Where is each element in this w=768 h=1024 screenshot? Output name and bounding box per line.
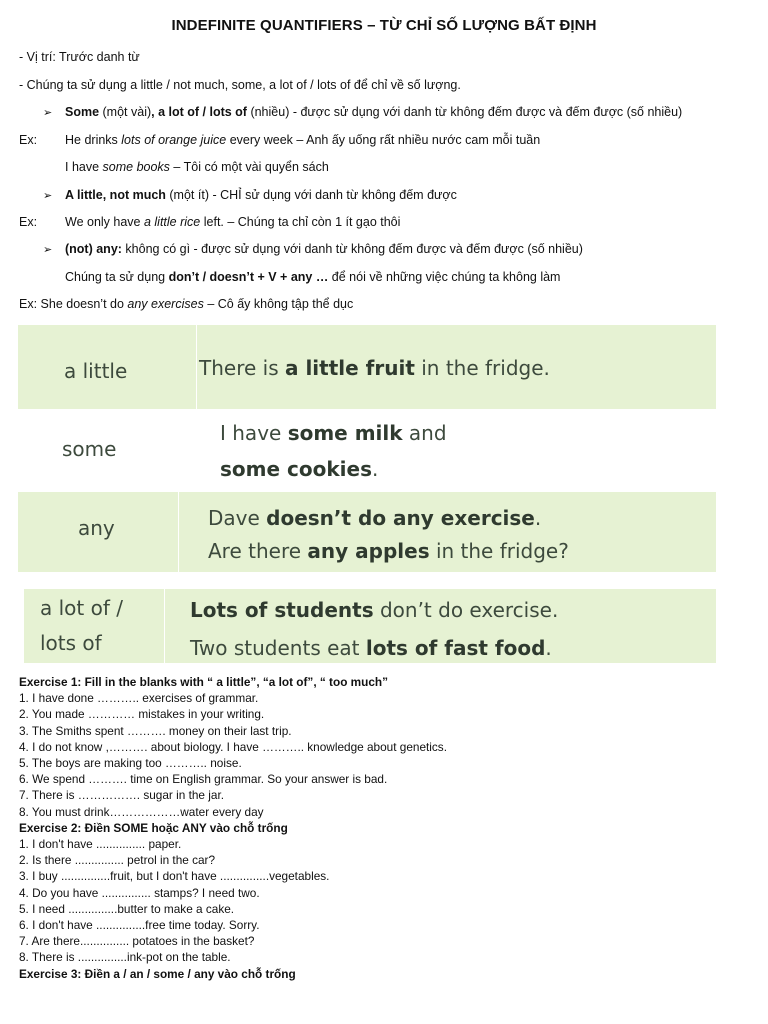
exercise-item: 5. The boys are making too ……….. noise. [19, 756, 242, 771]
quantifier-example: There is a little fruit in the fridge. [199, 356, 550, 380]
intro-position: - Vị trí: Trước danh từ [19, 50, 140, 64]
rule-some-lots: ➢ Some (một vài), a lot of / lots of (nhiều) - được sử dụng với danh từ không đếm được và đếm được (số nhiều) [43, 105, 683, 119]
exercise-item: 7. Are there............... potatoes in the basket? [19, 934, 255, 949]
bullet-arrow-icon: ➢ [43, 107, 53, 119]
page-title: INDEFINITE QUANTIFIERS – TỪ CHỈ SỐ LƯỢNG BẤT ĐỊNH [171, 17, 597, 34]
example-little-rice: We only have a little rice left. – Chúng ta chỉ còn 1 ít gạo thôi [65, 215, 401, 229]
exercise-item: 4. Do you have ............... stamps? I need two. [19, 885, 260, 900]
quantifier-example: I have some milk and [220, 421, 447, 445]
rule-dont-any: Chúng ta sử dụng don’t / doesn’t + V + any … để nói về những việc chúng ta không làm [65, 270, 561, 284]
quantifier-example: Dave doesn’t do any exercise. [208, 506, 542, 530]
exercise-item: 3. The Smiths spent ………. money on their last trip. [19, 723, 292, 738]
quantifier-word: some [62, 437, 117, 461]
exercise-1-heading: Exercise 1: Fill in the blanks with “ a little”, “a lot of”, “ too much” [19, 675, 389, 689]
quantifier-word: lots of [40, 631, 102, 655]
example-label: Ex: [19, 133, 38, 147]
exercise-item: 1. I don't have ............... paper. [19, 837, 182, 852]
quantifier-word: a little [64, 359, 128, 383]
exercise-item: 8. You must drink………………water every day [19, 804, 264, 819]
quantifier-example: Two students eat lots of fast food. [190, 636, 552, 660]
intro-usage: - Chúng ta sử dụng a little / not much, some, a lot of / lots of để chỉ về số lượng. [19, 78, 461, 92]
quantifier-example: some cookies. [220, 457, 379, 481]
bullet-arrow-icon: ➢ [43, 244, 53, 256]
rule-not-any: ➢ (not) any: không có gì - được sử dụng với danh từ không đếm được và đếm được (số nhiều) [43, 242, 583, 256]
example-no-exercise: Ex: She doesn’t do any exercises – Cô ấy không tập thể dục [19, 297, 354, 311]
rule-a-little: ➢ A little, not much (một ít) - CHỈ sử dụng với danh từ không đếm được [43, 188, 457, 202]
exercise-item: 7. There is ……………. sugar in the jar. [19, 788, 224, 803]
example-label: Ex: [19, 215, 38, 229]
exercise-item: 8. There is ...............ink-pot on the table. [19, 950, 231, 965]
exercise-item: 4. I do not know ,………. about biology. I have ……….. knowledge about genetics. [19, 739, 447, 754]
quantifier-example: Are there any apples in the fridge? [208, 539, 569, 563]
quantifier-row-some [18, 409, 716, 491]
exercise-1 [19, 674, 447, 982]
quantifier-row-any [18, 492, 716, 572]
bullet-arrow-icon: ➢ [43, 190, 53, 202]
exercise-2-heading: Exercise 2: Điền SOME hoặc ANY vào chỗ trống [19, 820, 288, 835]
example-some-books: I have some books – Tôi có một vài quyển sách [65, 160, 329, 174]
exercise-item: 6. I don't have ...............free time today. Sorry. [19, 918, 260, 933]
quantifier-word: a lot of / [40, 596, 123, 620]
exercise-item: 2. You made ………… mistakes in your writing. [19, 707, 265, 722]
exercise-item: 3. I buy ...............fruit, but I don't have ...............vegetables. [19, 869, 330, 884]
quantifier-row-lots-of [24, 589, 716, 663]
quantifier-example: Lots of students don’t do exercise. [190, 598, 559, 622]
exercise-item: 5. I need ...............butter to make a cake. [19, 901, 235, 916]
exercise-3-heading: Exercise 3: Điền a / an / some / any vào chỗ trống [19, 966, 296, 981]
example-orange-juice: He drinks lots of orange juice every week – Anh ấy uống rất nhiều nước cam mỗi tuần [65, 133, 541, 147]
exercise-item: 1. I have done ……….. exercises of grammar. [19, 691, 259, 706]
quantifier-row-a-little [18, 325, 716, 409]
exercise-item: 2. Is there ............... petrol in the car? [19, 853, 216, 868]
exercise-item: 6. We spend ………. time on English grammar. So your answer is bad. [19, 772, 388, 787]
quantifier-word: any [78, 516, 115, 540]
